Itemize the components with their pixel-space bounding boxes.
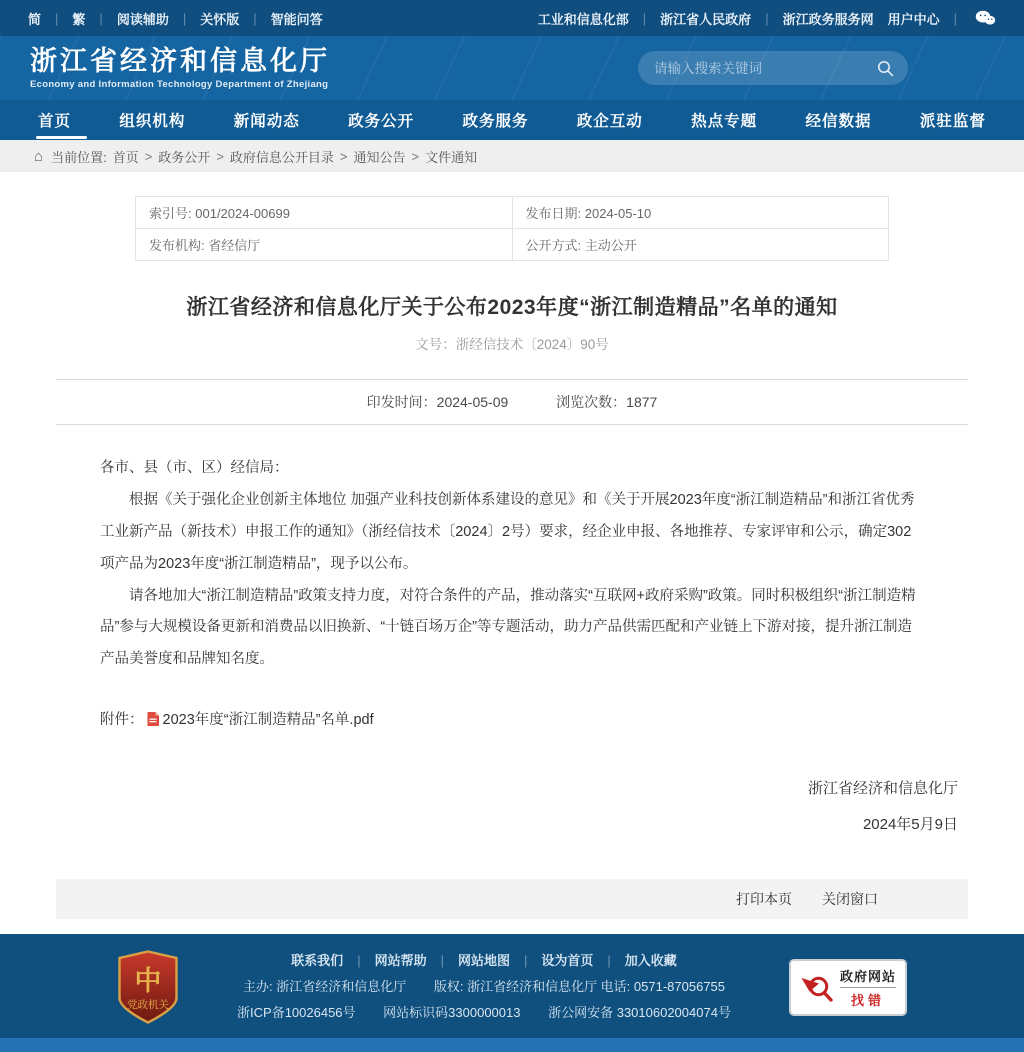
- publish-date-cell: [512, 197, 889, 229]
- search-icon[interactable]: [877, 60, 894, 77]
- footer-links: [225, 948, 743, 974]
- divider: |: [524, 953, 528, 969]
- table-row: [136, 229, 889, 261]
- breadcrumb-gov-disclosure[interactable]: 政务公开: [158, 149, 211, 165]
- nav-industry-data[interactable]: 经信数据: [805, 113, 872, 130]
- footer-info: [225, 948, 743, 1026]
- emblem-glyph: 中: [134, 966, 162, 997]
- lang-traditional-link[interactable]: 繁: [72, 11, 86, 27]
- page-actions: [56, 879, 968, 919]
- article-page: [0, 172, 1024, 919]
- error-finder-magnifier-icon: [800, 970, 834, 1004]
- breadcrumb-prefix: 当前位置:: [51, 149, 107, 165]
- breadcrumb-separator: >: [216, 148, 224, 164]
- public-security-number: 浙公网安备 33010602004074号: [548, 1005, 731, 1021]
- divider: |: [607, 953, 611, 969]
- badge-title: 政府网站: [840, 966, 896, 988]
- site-logo[interactable]: [30, 46, 330, 90]
- breadcrumb-document-notice[interactable]: 文件通知: [425, 149, 478, 165]
- article-signature: [56, 771, 968, 843]
- divider: |: [99, 10, 103, 26]
- reading-aid-link[interactable]: 阅读辅助: [116, 11, 169, 27]
- disclosure-mode-value: 主动公开: [584, 238, 637, 253]
- divider: |: [642, 10, 647, 26]
- badge-subtitle: 找错: [850, 992, 885, 1008]
- nav-home[interactable]: 首页: [36, 100, 73, 140]
- footer-registration-line: [225, 1000, 743, 1026]
- paragraph: 请各地加大“浙江制造精品”政策支持力度，对符合条件的产品，推动落实“互联网+政府采购”政策。同时积极组织“浙江制造精品”参与大规模设备更新和消费品以旧换新、“十链百场万企”等专题活动，助力产品供需匹配和产业链上下游对接，提升浙江制造产品美誉度和品牌知名度。: [100, 587, 916, 668]
- nav-organization[interactable]: 组织机构: [119, 113, 186, 130]
- miit-link[interactable]: 工业和信息化部: [537, 11, 629, 27]
- salutation: 各市、县（市、区）经信局：: [100, 460, 289, 476]
- breadcrumb-notices[interactable]: 通知公告: [353, 149, 406, 165]
- breadcrumb-info-directory[interactable]: 政府信息公开目录: [229, 149, 334, 165]
- party-gov-emblem[interactable]: [117, 950, 179, 1024]
- site-header: [0, 36, 1024, 100]
- divider: |: [182, 10, 187, 26]
- attachment-link[interactable]: [146, 708, 374, 729]
- publish-date-label: 发布日期:: [525, 206, 582, 221]
- article-meta: [56, 379, 968, 425]
- attachment-row: [56, 708, 968, 729]
- wechat-icon[interactable]: [975, 10, 996, 26]
- nav-news[interactable]: 新闻动态: [233, 113, 300, 130]
- attachment-filename: 2023年度“浙江制造精品”名单.pdf: [162, 712, 374, 729]
- divider: |: [357, 953, 361, 969]
- topbar-right-links: [538, 9, 996, 28]
- contact-us-link[interactable]: 联系我们: [291, 953, 344, 969]
- divider: |: [765, 10, 769, 26]
- signature-date: 2024年5月9日: [862, 816, 958, 834]
- table-row: [136, 197, 889, 229]
- breadcrumb-separator: >: [411, 148, 420, 164]
- add-favorite-link[interactable]: 加入收藏: [624, 953, 677, 969]
- footer-host-line: [225, 974, 743, 1000]
- gov-site-error-report-badge[interactable]: [789, 959, 907, 1016]
- site-help-link[interactable]: 网站帮助: [374, 953, 427, 969]
- issuing-agency-value: 省经信厅: [208, 238, 261, 253]
- topbar-left-links: [28, 9, 323, 28]
- sitemap-link[interactable]: 网站地图: [457, 953, 510, 969]
- site-identification-code: 网站标识码3300000013: [383, 1005, 521, 1021]
- breadcrumb-separator: >: [144, 148, 153, 164]
- site-search: [638, 51, 908, 85]
- pdf-icon: [146, 711, 160, 727]
- divider: |: [953, 10, 957, 26]
- divider: |: [253, 10, 257, 26]
- paragraph: 根据《关于强化企业创新主体地位 加强产业科技创新体系建设的意见》和《关于开展2023年度“浙江制造精品”和浙江省优秀工业新产品（新技术）申报工作的通知》（浙经信技术〔2024〕2号）要求，经企业申报、各地推荐、专家评审和公示，确定302项产品为2023年度“浙江制造精品”，现予以公布。: [100, 491, 915, 572]
- copyright-info: 版权: 浙江省经济和信息化厅 电话: 0571-87056755: [433, 979, 725, 995]
- issuing-agency-cell: [136, 229, 513, 261]
- document-info-table: [135, 196, 889, 261]
- article-body: [56, 453, 968, 676]
- zhejiang-service-link[interactable]: 浙江政务服务网: [782, 11, 874, 27]
- site-title: 浙江省经济和信息化厅: [30, 45, 330, 76]
- site-title-english: Economy and Information Technology Department of Zhejiang: [30, 79, 329, 91]
- main-nav: [0, 100, 1024, 140]
- close-window-button[interactable]: 关闭窗口: [822, 891, 878, 908]
- document-number: 文号：浙经信技术〔2024〕90号: [415, 337, 609, 352]
- accessibility-version-link[interactable]: 关怀版: [200, 11, 240, 27]
- disclosure-mode-cell: [512, 229, 889, 261]
- breadcrumb-home[interactable]: 首页: [112, 149, 139, 165]
- home-icon: ⌂: [34, 147, 44, 165]
- user-center-link[interactable]: 用户中心: [887, 11, 940, 27]
- breadcrumb: [0, 140, 1024, 172]
- zhejiang-gov-link[interactable]: 浙江省人民政府: [660, 11, 752, 27]
- host-info: 主办: 浙江省经济和信息化厅: [242, 979, 407, 995]
- signature-org: 浙江省经济和信息化厅: [807, 780, 958, 798]
- lang-simplified-link[interactable]: 简: [28, 11, 42, 27]
- nav-gov-disclosure[interactable]: 政务公开: [348, 113, 415, 130]
- nav-supervision[interactable]: 派驻监督: [919, 113, 986, 130]
- search-input[interactable]: [652, 60, 877, 77]
- index-number-value: 001/2024-00699: [195, 206, 290, 221]
- print-page-button[interactable]: 打印本页: [736, 891, 792, 908]
- page-title: 浙江省经济和信息化厅关于公布2023年度“浙江制造精品”名单的通知: [186, 296, 838, 319]
- nav-gov-enterprise[interactable]: 政企互动: [576, 113, 643, 130]
- nav-gov-services[interactable]: 政务服务: [462, 113, 529, 130]
- view-count: 浏览次数：1877: [556, 394, 658, 410]
- bottom-accent-strip: [0, 1038, 1024, 1052]
- nav-hot-topics[interactable]: 热点专题: [691, 113, 758, 130]
- emblem-text: 党政机关: [127, 999, 170, 1012]
- set-homepage-link[interactable]: 设为首页: [541, 953, 594, 969]
- disclosure-mode-label: 公开方式:: [525, 238, 582, 253]
- divider: |: [440, 953, 444, 969]
- icp-number: 浙ICP备10026456号: [237, 1005, 356, 1021]
- breadcrumb-separator: >: [339, 148, 348, 164]
- index-number-cell: [136, 197, 513, 229]
- smart-qa-link[interactable]: 智能问答: [270, 11, 323, 27]
- index-number-label: 索引号:: [149, 206, 192, 221]
- site-footer: [0, 934, 1024, 1038]
- print-date: 印发时间：2024-05-09: [366, 394, 509, 410]
- attachment-label: 附件：: [100, 712, 144, 729]
- issuing-agency-label: 发布机构:: [149, 238, 205, 253]
- divider: |: [55, 10, 59, 26]
- publish-date-value: 2024-05-10: [584, 206, 652, 221]
- top-utility-bar: [0, 0, 1024, 36]
